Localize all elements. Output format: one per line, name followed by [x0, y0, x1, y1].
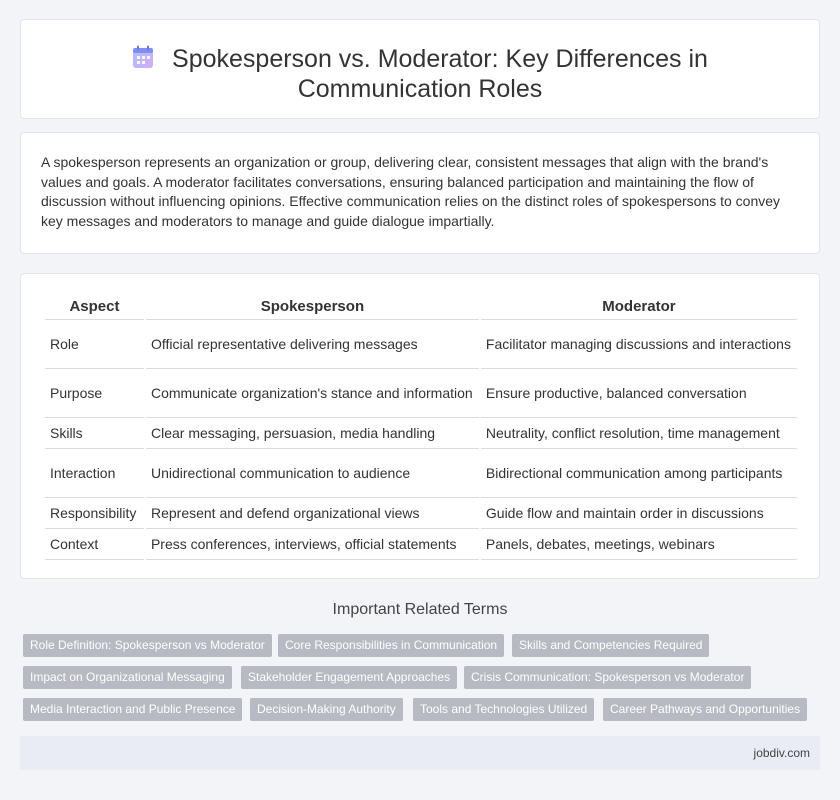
related-term-tag[interactable]: Stakeholder Engagement Approaches	[241, 666, 457, 689]
table-row	[45, 369, 797, 418]
table-row	[45, 498, 797, 529]
table-cell: Responsibility	[45, 498, 144, 529]
document-icon	[132, 45, 154, 69]
table-cell: Interaction	[45, 449, 144, 498]
intro-card	[20, 132, 820, 254]
header-moderator: Moderator	[481, 294, 797, 320]
footer	[20, 736, 820, 770]
table-row	[45, 320, 797, 369]
table-cell: Panels, debates, meetings, webinars	[481, 529, 797, 560]
comparison-table-card	[20, 273, 820, 579]
header-spokesperson: Spokesperson	[146, 294, 479, 320]
table-row	[45, 529, 797, 560]
header-aspect: Aspect	[45, 294, 144, 320]
page-title-wrap	[21, 44, 819, 104]
table-cell: Neutrality, conflict resolution, time management	[481, 418, 797, 449]
table-cell: Purpose	[45, 369, 144, 418]
related-term-tag[interactable]: Decision-Making Authority	[250, 698, 403, 721]
table-row	[45, 449, 797, 498]
table-cell: Ensure productive, balanced conversation	[481, 369, 797, 418]
table-cell: Skills	[45, 418, 144, 449]
table-cell: Unidirectional communication to audience	[146, 449, 479, 498]
related-term-tag[interactable]: Core Responsibilities in Communication	[278, 634, 504, 657]
related-term-tag[interactable]: Skills and Competencies Required	[512, 634, 709, 657]
related-term-tag[interactable]: Crisis Communication: Spokesperson vs Moderator	[464, 666, 751, 689]
related-term-tag[interactable]: Role Definition: Spokesperson vs Moderator	[23, 634, 272, 657]
related-term-tag[interactable]: Career Pathways and Opportunities	[603, 698, 807, 721]
header-card	[20, 19, 820, 119]
page-title: Spokesperson vs. Moderator: Key Differences in Communication Roles	[172, 45, 708, 103]
table-cell: Represent and defend organizational views	[146, 498, 479, 529]
table-cell: Press conferences, interviews, official statements	[146, 529, 479, 560]
related-term-tag[interactable]: Impact on Organizational Messaging	[23, 666, 232, 689]
footer-site-link[interactable]: jobdiv.com	[753, 746, 810, 760]
related-terms-title: Important Related Terms	[332, 601, 508, 618]
comparison-table	[43, 294, 799, 560]
table-cell: Context	[45, 529, 144, 560]
intro-text: A spokesperson represents an organization or group, delivering clear, consistent messages that align with the brand's values and goals. A moderator facilitates conversations, ensuring balanced participation and maintaining the flow of discussion without influencing opinions. Effective communication relies on the distinct roles of spokespersons to convey key messages and moderators to manage and guide dialogue impartially.	[41, 154, 781, 229]
table-cell: Guide flow and maintain order in discussions	[481, 498, 797, 529]
table-cell: Facilitator managing discussions and interactions	[481, 320, 797, 369]
related-term-tag[interactable]: Tools and Technologies Utilized	[413, 698, 594, 721]
table-cell: Role	[45, 320, 144, 369]
related-term-tag[interactable]: Media Interaction and Public Presence	[23, 698, 242, 721]
table-cell: Clear messaging, persuasion, media handling	[146, 418, 479, 449]
table-cell: Bidirectional communication among participants	[481, 449, 797, 498]
table-cell: Official representative delivering messages	[146, 320, 479, 369]
table-cell: Communicate organization's stance and information	[146, 369, 479, 418]
table-row	[45, 418, 797, 449]
table-header-row	[45, 294, 797, 320]
